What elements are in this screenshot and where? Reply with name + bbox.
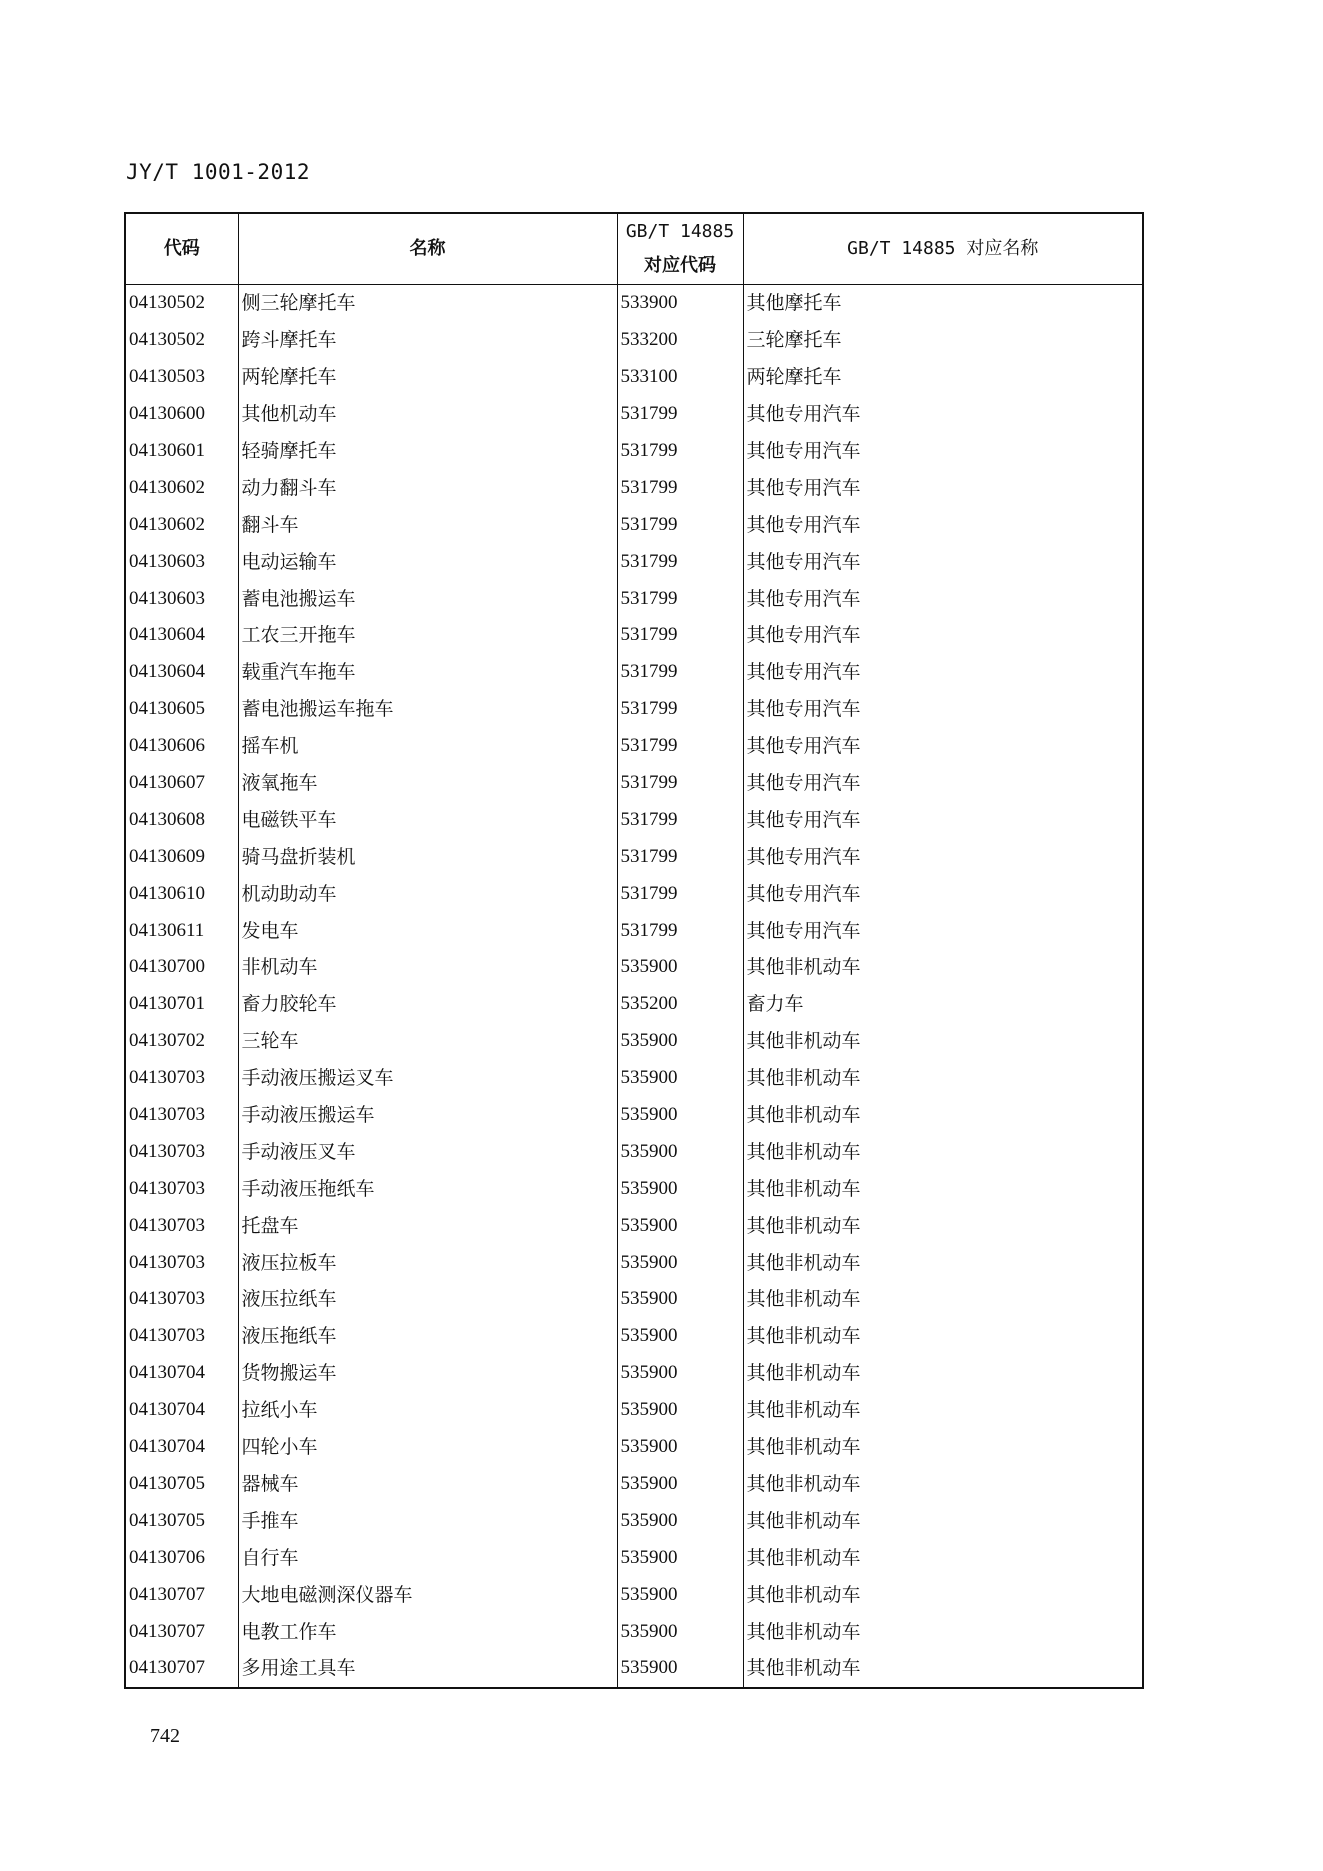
cell-name: 手动液压拖纸车: [238, 1170, 617, 1207]
table-row: [125, 506, 1143, 543]
cell-name: 大地电磁测深仪器车: [238, 1576, 617, 1613]
cell-gb-name: 其他非机动车: [743, 1023, 1143, 1060]
table-row: [125, 543, 1143, 580]
cell-gb-code: 531799: [617, 691, 743, 728]
table-row: [125, 1244, 1143, 1281]
cell-gb-name: 其他专用汽车: [743, 838, 1143, 875]
cell-name: 机动助动车: [238, 875, 617, 912]
header-name: 名称: [238, 213, 617, 285]
cell-gb-code: 535900: [617, 1133, 743, 1170]
cell-name: 蓄电池搬运车拖车: [238, 691, 617, 728]
cell-gb-name: 其他专用汽车: [743, 506, 1143, 543]
cell-gb-name: 其他专用汽车: [743, 654, 1143, 691]
table-row: [125, 1097, 1143, 1134]
header-gb-code-line1: GB/T 14885: [625, 221, 735, 242]
cell-gb-code: 531799: [617, 469, 743, 506]
cell-name: 跨斗摩托车: [238, 322, 617, 359]
cell-name: 货物搬运车: [238, 1355, 617, 1392]
cell-name: 手动液压搬运叉车: [238, 1060, 617, 1097]
table-row: [125, 986, 1143, 1023]
cell-code: 04130609: [125, 838, 238, 875]
cell-gb-name: 其他专用汽车: [743, 875, 1143, 912]
cell-gb-name: 其他非机动车: [743, 1539, 1143, 1576]
cell-gb-name: 其他非机动车: [743, 949, 1143, 986]
cell-code: 04130701: [125, 986, 238, 1023]
cell-gb-code: 535900: [617, 1170, 743, 1207]
cell-gb-code: 535900: [617, 1502, 743, 1539]
cell-code: 04130703: [125, 1244, 238, 1281]
cell-gb-name: 其他专用汽车: [743, 691, 1143, 728]
cell-code: 04130602: [125, 506, 238, 543]
cell-name: 拉纸小车: [238, 1392, 617, 1429]
cell-gb-code: 531799: [617, 875, 743, 912]
cell-gb-code: 535900: [617, 1539, 743, 1576]
standard-code: JY/T 1001-2012: [126, 160, 311, 184]
cell-code: 04130601: [125, 433, 238, 470]
cell-name: 工农三开拖车: [238, 617, 617, 654]
cell-name: 多用途工具车: [238, 1650, 617, 1688]
cell-gb-name: 其他非机动车: [743, 1502, 1143, 1539]
cell-gb-code: 533900: [617, 285, 743, 322]
cell-name: 手推车: [238, 1502, 617, 1539]
cell-code: 04130703: [125, 1170, 238, 1207]
cell-name: 发电车: [238, 912, 617, 949]
cell-gb-name: 其他专用汽车: [743, 433, 1143, 470]
cell-gb-code: 535900: [617, 1429, 743, 1466]
table-row: [125, 322, 1143, 359]
cell-name: 蓄电池搬运车: [238, 580, 617, 617]
cell-name: 其他机动车: [238, 396, 617, 433]
table-row: [125, 1207, 1143, 1244]
table-row: [125, 1539, 1143, 1576]
cell-gb-code: 535900: [617, 1650, 743, 1688]
cell-code: 04130705: [125, 1466, 238, 1503]
cell-name: 三轮车: [238, 1023, 617, 1060]
cell-name: 托盘车: [238, 1207, 617, 1244]
header-code: 代码: [125, 213, 238, 285]
table-row: [125, 359, 1143, 396]
cell-gb-code: 535900: [617, 949, 743, 986]
cell-gb-name: 其他非机动车: [743, 1392, 1143, 1429]
table-row: [125, 617, 1143, 654]
cell-name: 器械车: [238, 1466, 617, 1503]
cell-gb-name: 畜力车: [743, 986, 1143, 1023]
cell-gb-name: 两轮摩托车: [743, 359, 1143, 396]
table-row: [125, 1060, 1143, 1097]
cell-name: 手动液压搬运车: [238, 1097, 617, 1134]
table-row: [125, 728, 1143, 765]
cell-code: 04130700: [125, 949, 238, 986]
cell-gb-code: 531799: [617, 506, 743, 543]
table-row: [125, 838, 1143, 875]
cell-gb-name: 其他非机动车: [743, 1281, 1143, 1318]
table-row: [125, 580, 1143, 617]
cell-code: 04130600: [125, 396, 238, 433]
table-row: [125, 285, 1143, 322]
cell-gb-code: 535900: [617, 1318, 743, 1355]
table-row: [125, 1576, 1143, 1613]
cell-gb-name: 其他非机动车: [743, 1170, 1143, 1207]
cell-gb-code: 531799: [617, 433, 743, 470]
cell-gb-code: 535900: [617, 1097, 743, 1134]
cell-name: 畜力胶轮车: [238, 986, 617, 1023]
cell-gb-code: 535900: [617, 1576, 743, 1613]
cell-gb-name: 其他摩托车: [743, 285, 1143, 322]
table-row: [125, 912, 1143, 949]
table-row: [125, 1466, 1143, 1503]
cell-code: 04130703: [125, 1097, 238, 1134]
header-gb-name: GB/T 14885 对应名称: [743, 213, 1143, 285]
cell-gb-name: 其他非机动车: [743, 1133, 1143, 1170]
cell-gb-code: 535200: [617, 986, 743, 1023]
table-row: [125, 396, 1143, 433]
cell-code: 04130502: [125, 322, 238, 359]
cell-gb-code: 535900: [617, 1355, 743, 1392]
table-row: [125, 1502, 1143, 1539]
cell-name: 液压拉板车: [238, 1244, 617, 1281]
cell-name: 四轮小车: [238, 1429, 617, 1466]
cell-gb-name: 其他专用汽车: [743, 617, 1143, 654]
cell-code: 04130705: [125, 1502, 238, 1539]
table-row: [125, 1170, 1143, 1207]
cell-name: 摇车机: [238, 728, 617, 765]
table-row: [125, 1281, 1143, 1318]
table-row: [125, 765, 1143, 802]
cell-gb-name: 三轮摩托车: [743, 322, 1143, 359]
cell-gb-code: 531799: [617, 396, 743, 433]
cell-name: 两轮摩托车: [238, 359, 617, 396]
cell-code: 04130706: [125, 1539, 238, 1576]
table-row: [125, 1650, 1143, 1688]
cell-name: 液压拖纸车: [238, 1318, 617, 1355]
cell-name: 电教工作车: [238, 1613, 617, 1650]
table-row: [125, 1355, 1143, 1392]
cell-name: 翻斗车: [238, 506, 617, 543]
cell-code: 04130704: [125, 1392, 238, 1429]
cell-code: 04130604: [125, 617, 238, 654]
cell-gb-name: 其他非机动车: [743, 1355, 1143, 1392]
cell-code: 04130704: [125, 1355, 238, 1392]
cell-code: 04130605: [125, 691, 238, 728]
table-row: [125, 1318, 1143, 1355]
cell-gb-name: 其他非机动车: [743, 1576, 1143, 1613]
cell-gb-name: 其他非机动车: [743, 1097, 1143, 1134]
cell-gb-code: 531799: [617, 654, 743, 691]
cell-gb-name: 其他非机动车: [743, 1318, 1143, 1355]
cell-gb-name: 其他专用汽车: [743, 396, 1143, 433]
cell-code: 04130604: [125, 654, 238, 691]
code-mapping-table: [124, 212, 1144, 1689]
table-row: [125, 1133, 1143, 1170]
cell-gb-code: 531799: [617, 728, 743, 765]
cell-code: 04130603: [125, 580, 238, 617]
table-row: [125, 949, 1143, 986]
cell-gb-name: 其他非机动车: [743, 1650, 1143, 1688]
cell-gb-code: 535900: [617, 1613, 743, 1650]
cell-gb-name: 其他非机动车: [743, 1244, 1143, 1281]
cell-code: 04130611: [125, 912, 238, 949]
page-number: 742: [150, 1725, 180, 1747]
cell-code: 04130503: [125, 359, 238, 396]
cell-code: 04130703: [125, 1318, 238, 1355]
cell-gb-code: 535900: [617, 1281, 743, 1318]
cell-gb-name: 其他非机动车: [743, 1060, 1143, 1097]
cell-gb-code: 531799: [617, 801, 743, 838]
cell-code: 04130606: [125, 728, 238, 765]
cell-name: 非机动车: [238, 949, 617, 986]
table-row: [125, 1392, 1143, 1429]
cell-gb-code: 533100: [617, 359, 743, 396]
cell-gb-code: 535900: [617, 1023, 743, 1060]
table-body: [125, 285, 1143, 1688]
cell-gb-code: 535900: [617, 1060, 743, 1097]
cell-code: 04130707: [125, 1650, 238, 1688]
cell-gb-code: 531799: [617, 617, 743, 654]
cell-gb-code: 531799: [617, 838, 743, 875]
cell-gb-name: 其他非机动车: [743, 1466, 1143, 1503]
cell-gb-code: 531799: [617, 543, 743, 580]
cell-gb-code: 531799: [617, 580, 743, 617]
header-gb-code: [617, 213, 743, 285]
header-gb-code-line2: 对应代码: [644, 255, 716, 276]
cell-code: 04130608: [125, 801, 238, 838]
table-row: [125, 801, 1143, 838]
table-row: [125, 1023, 1143, 1060]
cell-code: 04130704: [125, 1429, 238, 1466]
cell-gb-name: 其他专用汽车: [743, 469, 1143, 506]
cell-code: 04130707: [125, 1576, 238, 1613]
cell-code: 04130502: [125, 285, 238, 322]
cell-name: 骑马盘折装机: [238, 838, 617, 875]
cell-gb-name: 其他非机动车: [743, 1613, 1143, 1650]
cell-name: 动力翻斗车: [238, 469, 617, 506]
table-row: [125, 469, 1143, 506]
cell-name: 手动液压叉车: [238, 1133, 617, 1170]
cell-gb-name: 其他专用汽车: [743, 728, 1143, 765]
cell-code: 04130703: [125, 1133, 238, 1170]
table-row: [125, 1429, 1143, 1466]
cell-gb-code: 533200: [617, 322, 743, 359]
cell-name: 电磁铁平车: [238, 801, 617, 838]
cell-gb-name: 其他非机动车: [743, 1207, 1143, 1244]
cell-code: 04130603: [125, 543, 238, 580]
cell-code: 04130602: [125, 469, 238, 506]
cell-name: 侧三轮摩托车: [238, 285, 617, 322]
cell-code: 04130703: [125, 1060, 238, 1097]
cell-gb-name: 其他专用汽车: [743, 765, 1143, 802]
cell-code: 04130702: [125, 1023, 238, 1060]
table-row: [125, 875, 1143, 912]
cell-name: 液压拉纸车: [238, 1281, 617, 1318]
cell-name: 载重汽车拖车: [238, 654, 617, 691]
cell-gb-name: 其他专用汽车: [743, 580, 1143, 617]
cell-name: 自行车: [238, 1539, 617, 1576]
table-row: [125, 654, 1143, 691]
cell-gb-name: 其他专用汽车: [743, 543, 1143, 580]
cell-code: 04130707: [125, 1613, 238, 1650]
cell-gb-name: 其他专用汽车: [743, 912, 1143, 949]
cell-gb-code: 535900: [617, 1466, 743, 1503]
cell-code: 04130610: [125, 875, 238, 912]
cell-gb-name: 其他非机动车: [743, 1429, 1143, 1466]
cell-code: 04130607: [125, 765, 238, 802]
cell-gb-code: 535900: [617, 1392, 743, 1429]
table-row: [125, 433, 1143, 470]
cell-name: 电动运输车: [238, 543, 617, 580]
cell-code: 04130703: [125, 1207, 238, 1244]
cell-code: 04130703: [125, 1281, 238, 1318]
cell-name: 液氧拖车: [238, 765, 617, 802]
table-row: [125, 691, 1143, 728]
table-row: [125, 1613, 1143, 1650]
cell-gb-code: 535900: [617, 1207, 743, 1244]
cell-gb-code: 531799: [617, 912, 743, 949]
cell-gb-code: 535900: [617, 1244, 743, 1281]
cell-name: 轻骑摩托车: [238, 433, 617, 470]
cell-gb-code: 531799: [617, 765, 743, 802]
table-header: [125, 213, 1143, 285]
cell-gb-name: 其他专用汽车: [743, 801, 1143, 838]
